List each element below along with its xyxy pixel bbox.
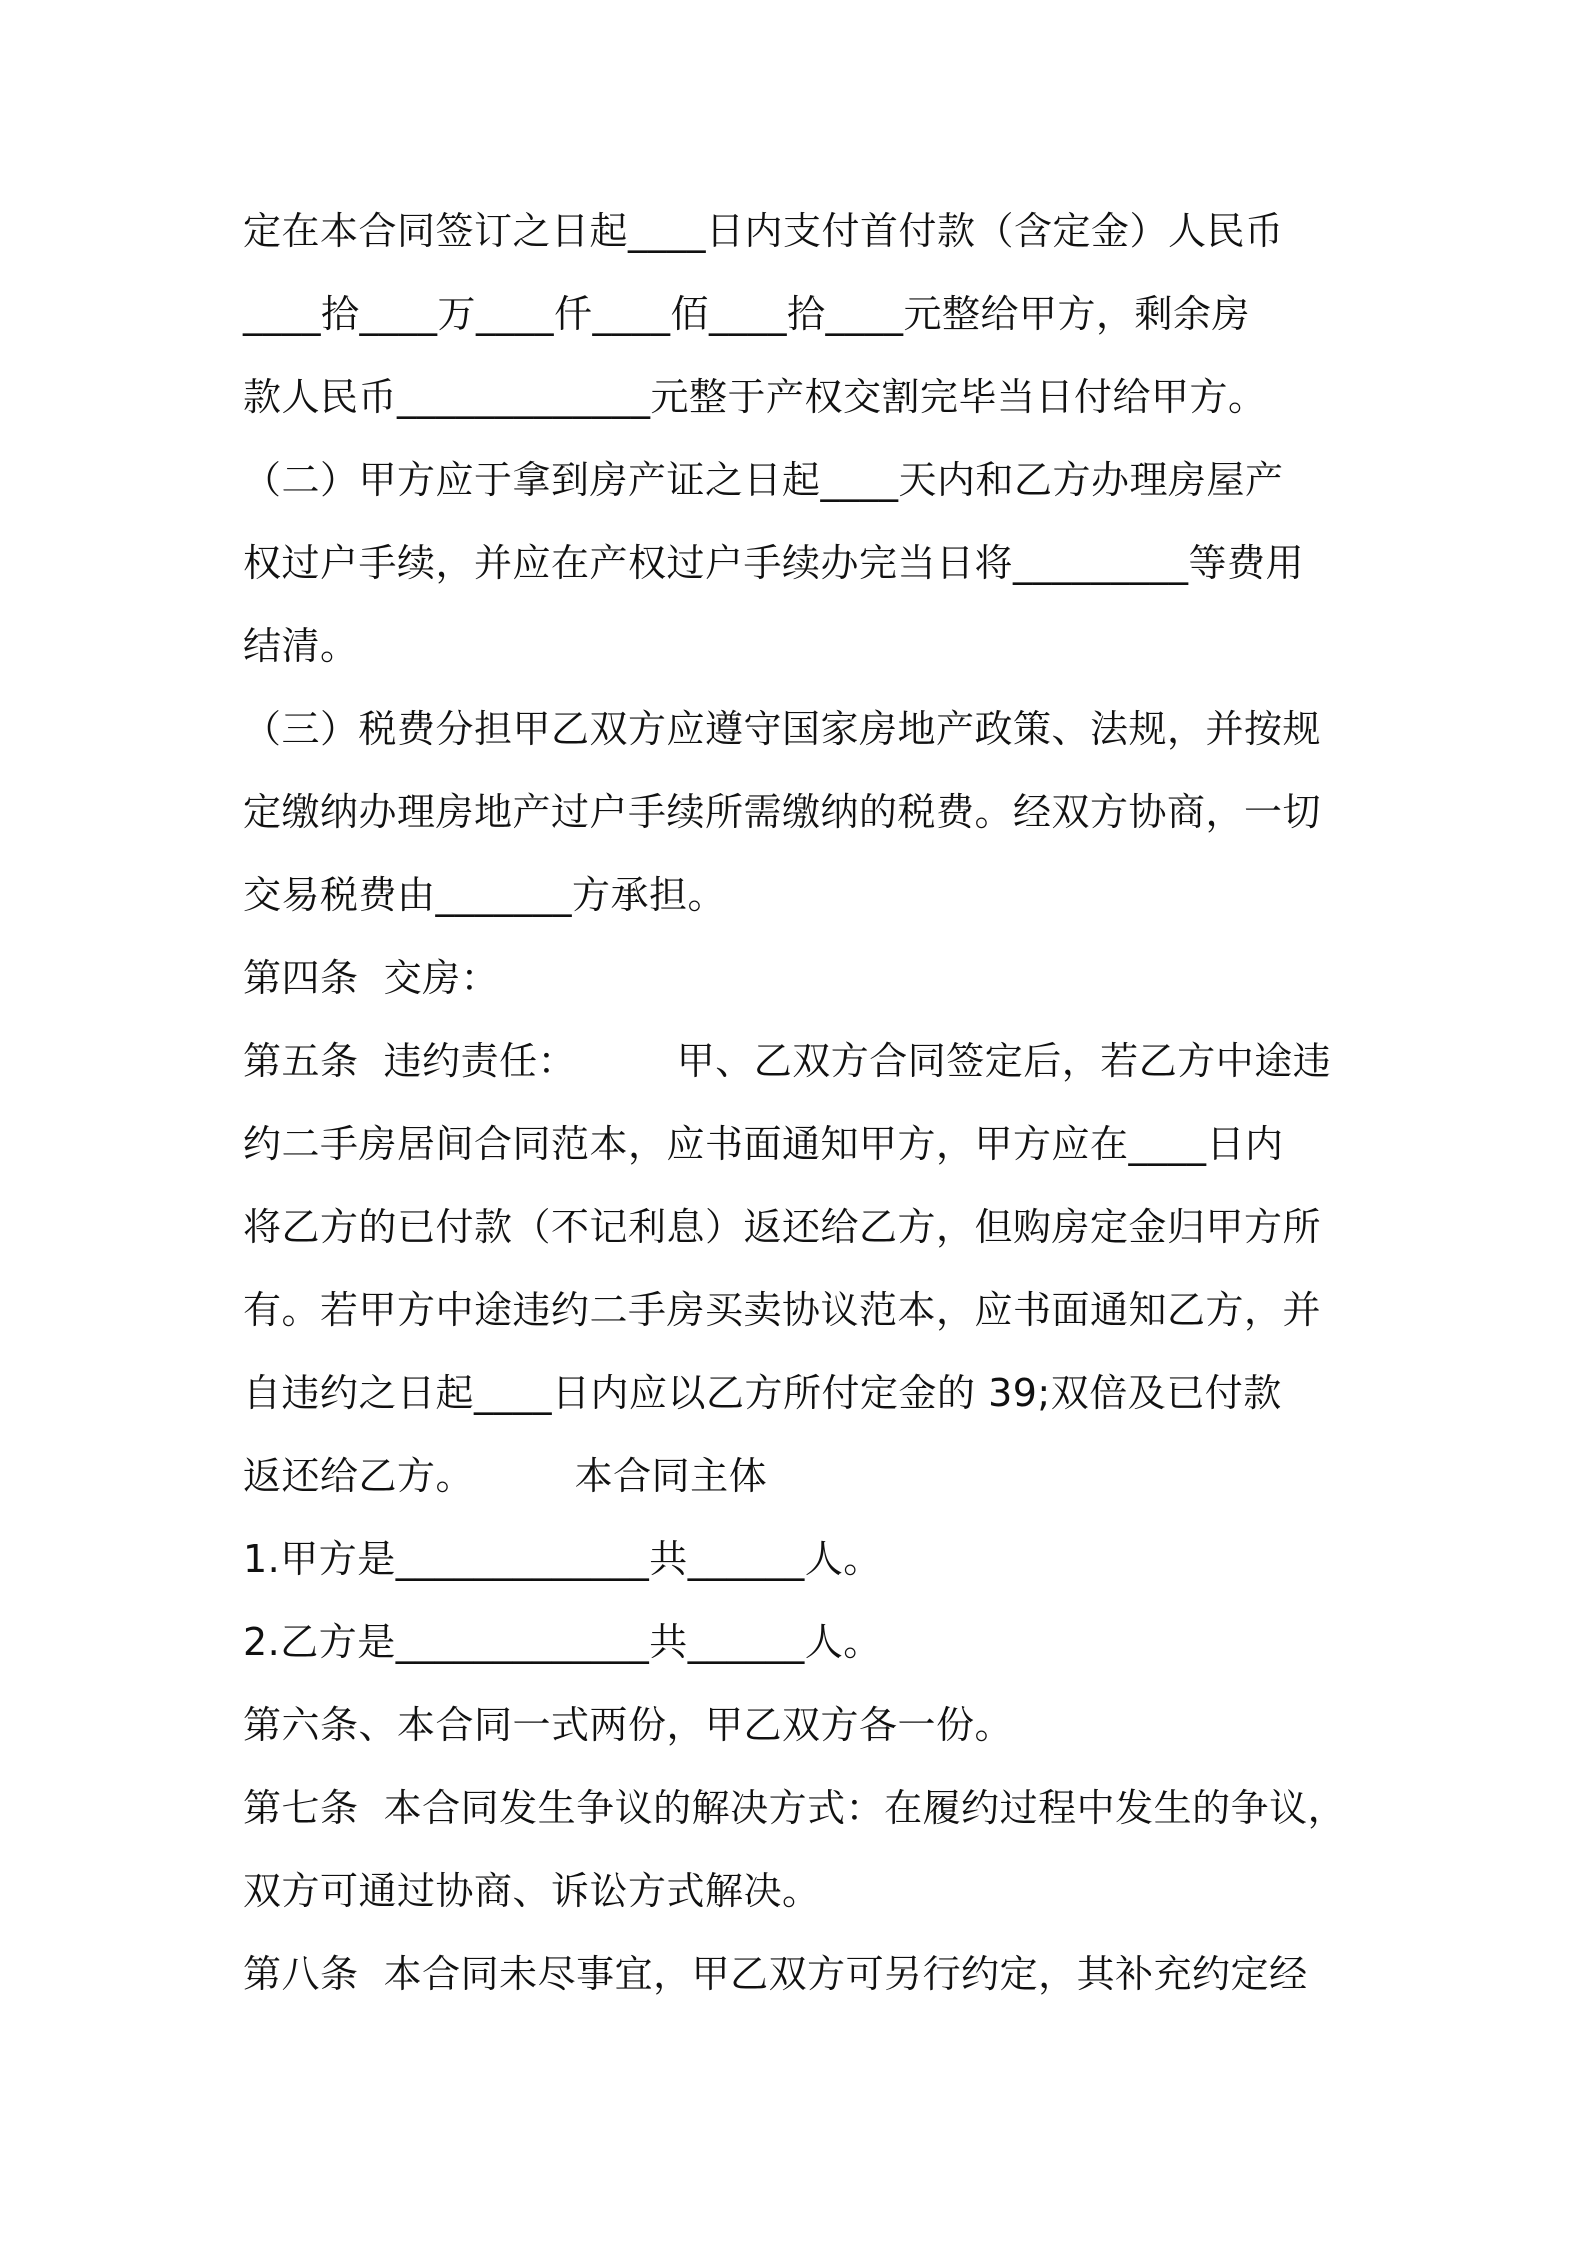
section-heading: 第七条 本合同发生争议的解决方式：在履约过程中发生的争议， [243,1786,1347,1830]
text-line: （三）税费分担甲乙双方应遵守国家房地产政策、法规，并按规 [243,707,1322,751]
text-line: ____拾____万____仟____佰____拾____元整给甲方，剩余房 [243,292,1251,336]
text-line: 定缴纳办理房地产过户手续所需缴纳的税费。经双方协商，一切 [243,790,1322,834]
section-heading: 第四条 交房： [243,956,500,1000]
text-line: 将乙方的已付款（不记利息）返还给乙方，但购房定金归甲方所 [243,1205,1322,1249]
text-line: 约二手房居间合同范本，应书面通知甲方，甲方应在____日内 [243,1122,1284,1166]
text-line: 返还给乙方。 本合同主体 [243,1454,768,1498]
party-b-line: 2.乙方是_____________共______人。 [243,1620,882,1664]
text-line: 双方可通过协商、诉讼方式解决。 [243,1869,821,1913]
section-heading: 第八条 本合同未尽事宜，甲乙双方可另行约定，其补充约定经 [243,1952,1308,1996]
text-line: 定在本合同签订之日起____日内支付首付款（含定金）人民币 [243,209,1284,253]
text-line: 款人民币_____________元整于产权交割完毕当日付给甲方。 [243,375,1267,419]
text-line: 权过户手续，并应在产权过户手续办完当日将_________等费用 [243,541,1305,585]
party-a-line: 1.甲方是_____________共______人。 [243,1537,882,1581]
text-line: 自违约之日起____日内应以乙方所付定金的 39;双倍及已付款 [243,1371,1282,1415]
text-line: 有。若甲方中途违约二手房买卖协议范本，应书面通知乙方，并 [243,1288,1322,1332]
text-line: 交易税费由_______方承担。 [243,873,727,917]
text-line: 结清。 [243,624,359,668]
section-heading: 第六条、本合同一式两份，甲乙双方各一份。 [243,1703,1014,1747]
section-heading: 第五条 违约责任： 甲、乙双方合同签定后，若乙方中途违 [243,1039,1332,1083]
text-line: （二）甲方应于拿到房产证之日起____天内和乙方办理房屋产 [243,458,1284,502]
